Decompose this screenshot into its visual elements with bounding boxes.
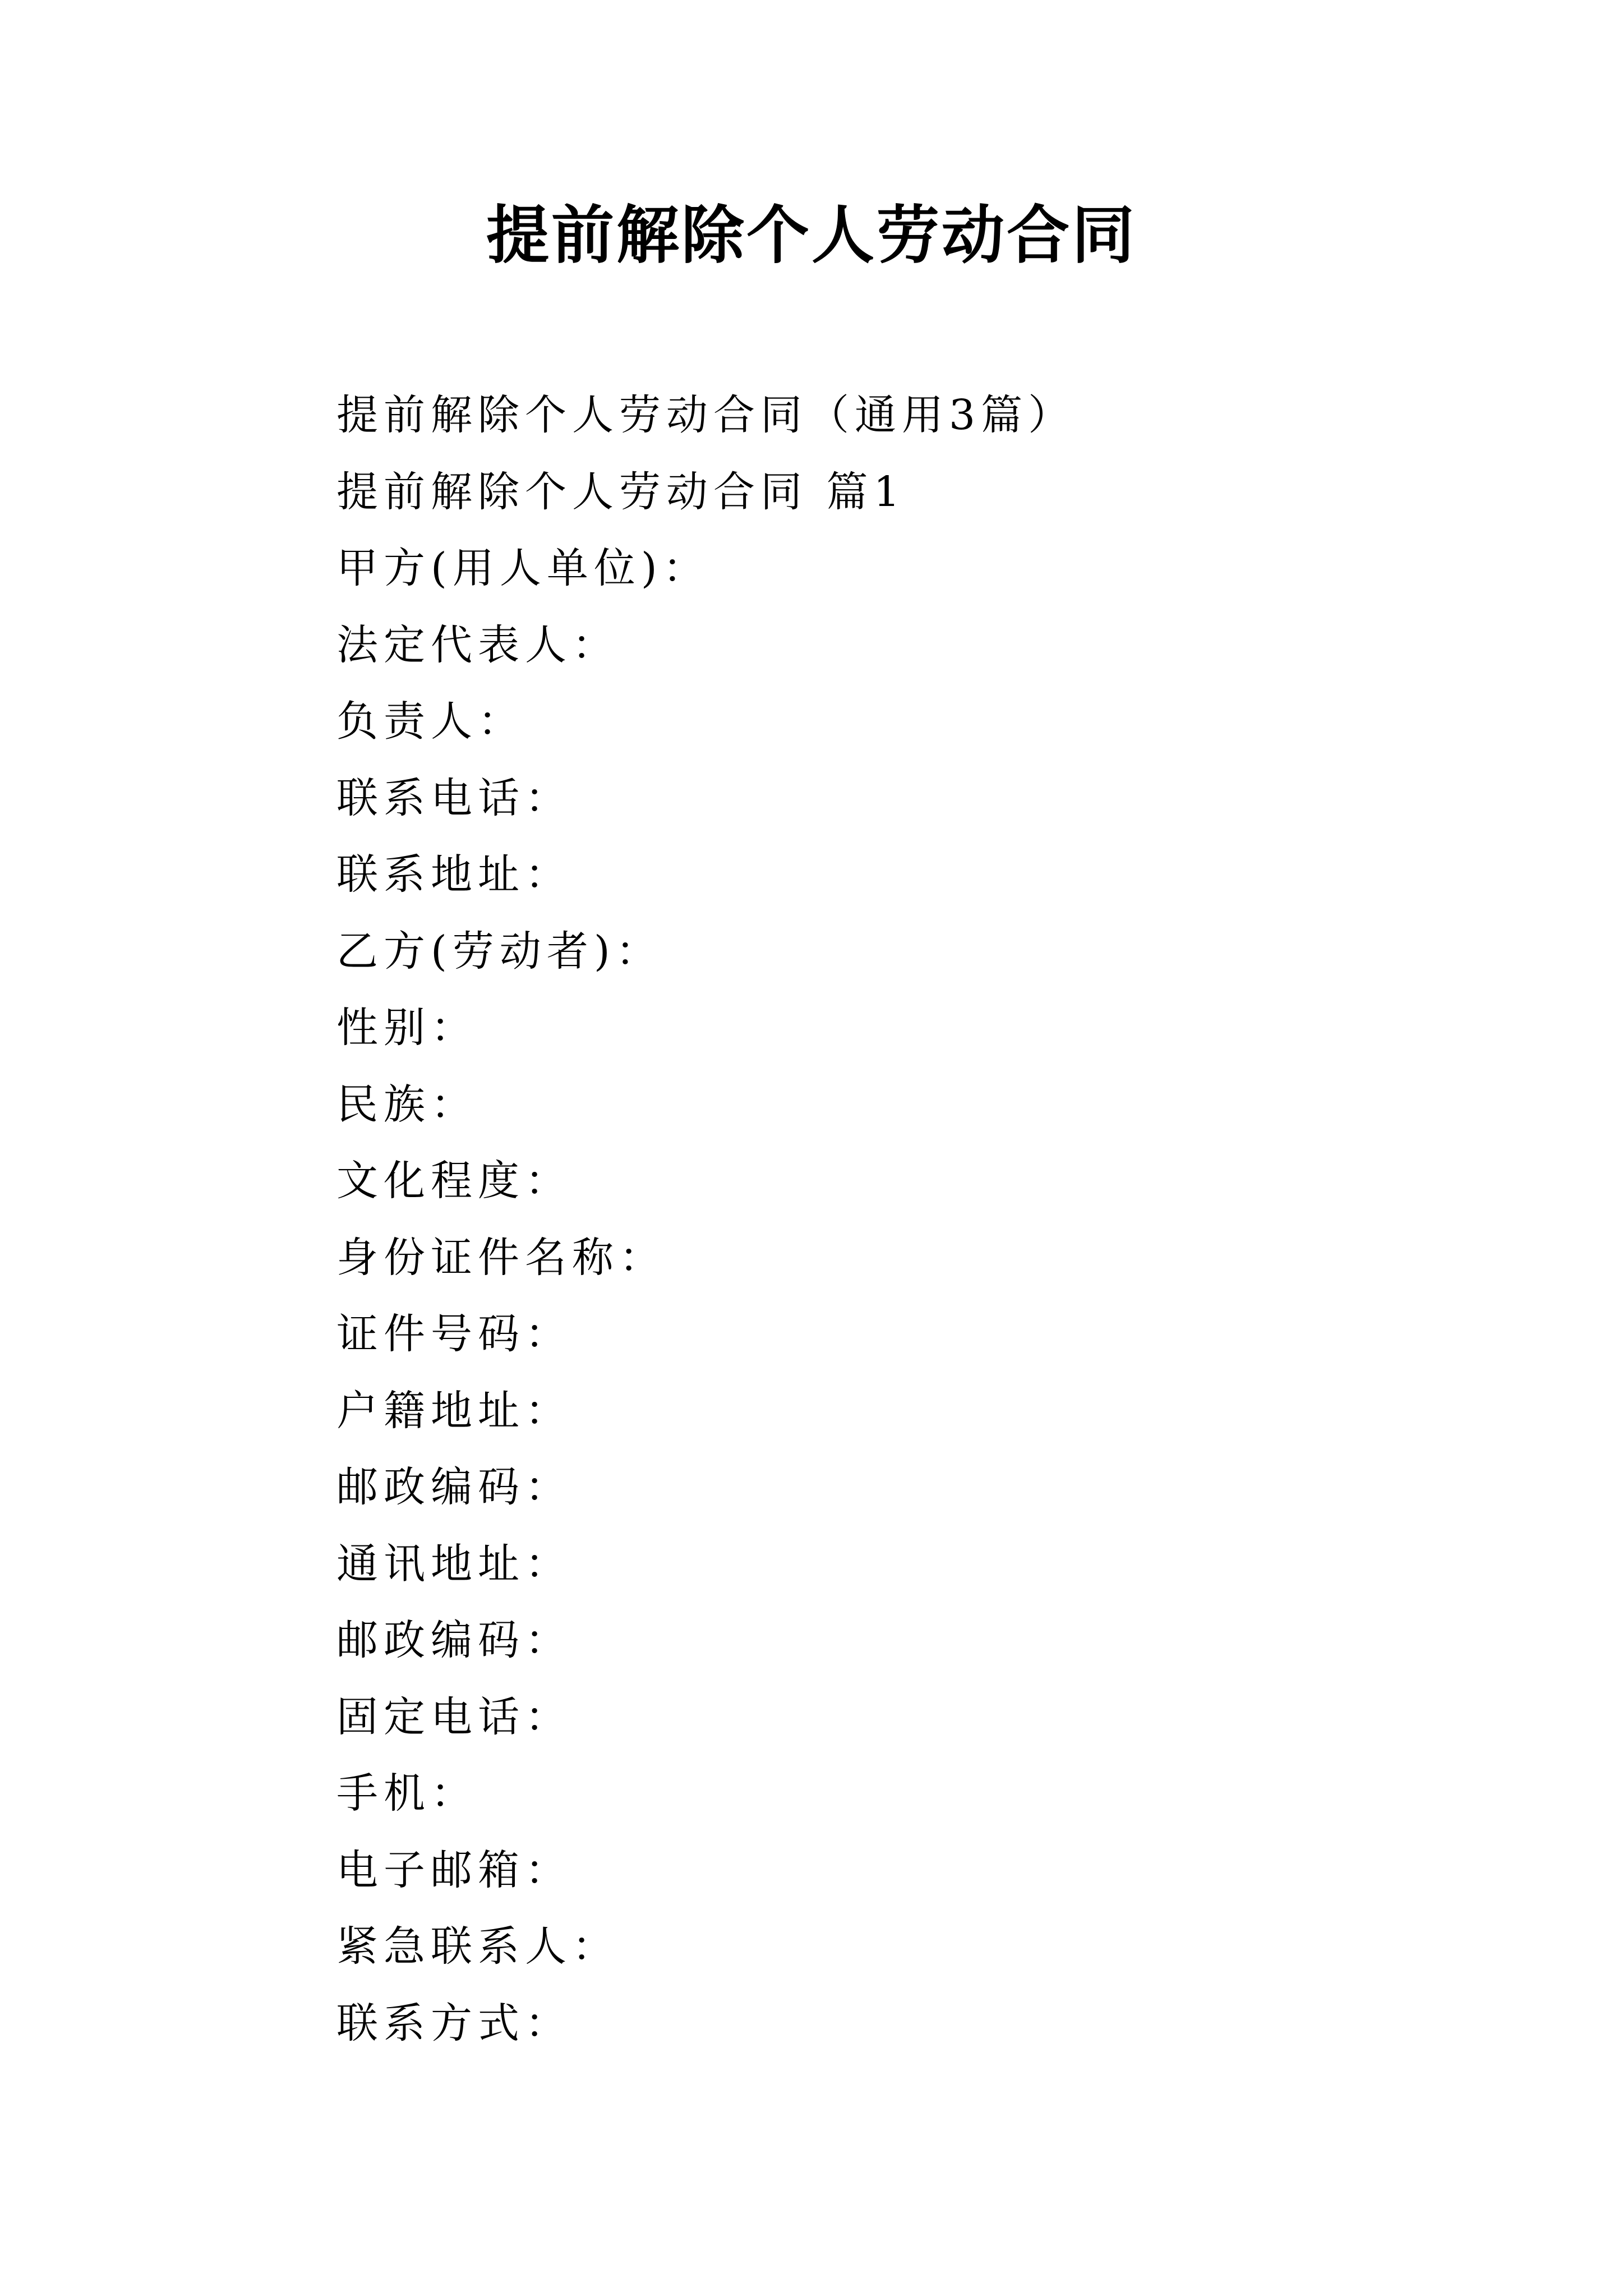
- field-id-document-name: 身份证件名称：: [336, 1233, 666, 1282]
- field-landline: 固定电话：: [336, 1692, 572, 1741]
- field-contact-method: 联系方式：: [336, 1999, 572, 2047]
- field-postal-code: 邮政编码：: [336, 1463, 572, 1511]
- field-party-b: 乙方(劳动者)：: [336, 927, 663, 976]
- document-subtitle: 提前解除个人劳动合同（通用3篇）: [336, 391, 1076, 439]
- field-email: 电子邮箱：: [336, 1846, 572, 1894]
- document-title: 提前解除个人劳动合同: [486, 199, 1137, 272]
- section-heading: 提前解除个人劳动合同 篇1: [336, 467, 906, 516]
- field-mobile: 手机：: [336, 1769, 478, 1818]
- field-party-a: 甲方(用人单位)：: [336, 544, 710, 592]
- field-ethnicity: 民族：: [336, 1080, 478, 1129]
- field-contact-address: 联系地址：: [336, 850, 572, 899]
- field-household-address: 户籍地址：: [336, 1386, 572, 1435]
- document-body: [336, 377, 1458, 2062]
- field-gender: 性别：: [336, 1004, 478, 1052]
- field-emergency-contact: 紧急联系人：: [336, 1922, 619, 1971]
- field-id-number: 证件号码：: [336, 1310, 572, 1358]
- field-legal-representative: 法定代表人：: [336, 620, 619, 669]
- field-contact-phone: 联系电话：: [336, 774, 572, 822]
- field-mailing-address: 通讯地址：: [336, 1539, 572, 1588]
- field-person-in-charge: 负责人：: [336, 697, 525, 746]
- field-education: 文化程度：: [336, 1157, 572, 1205]
- field-postal-code-2: 邮政编码：: [336, 1616, 572, 1664]
